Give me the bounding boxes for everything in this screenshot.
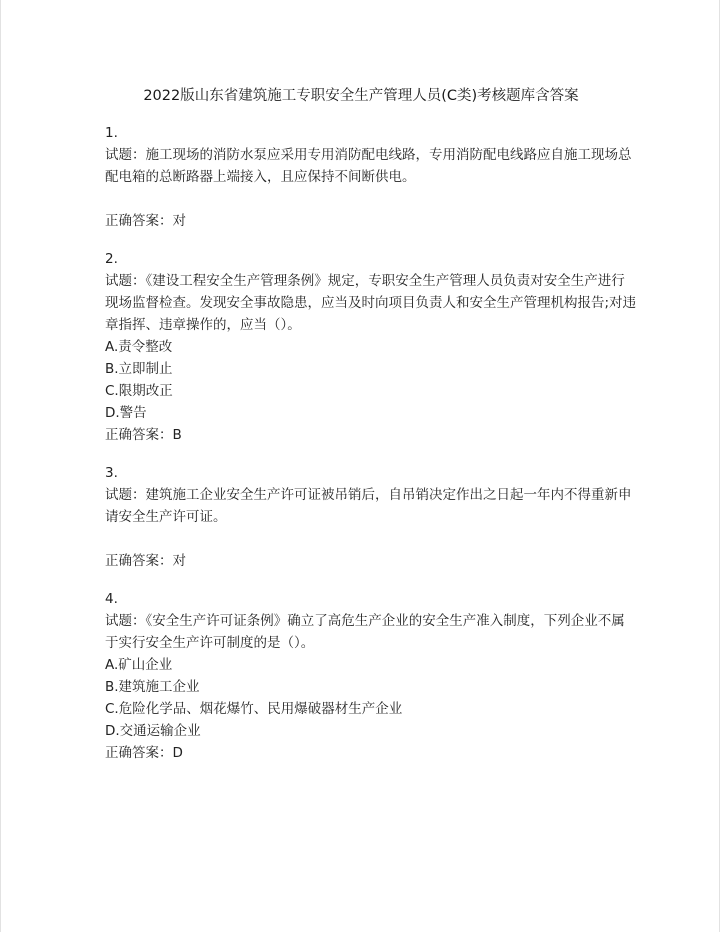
option-a: A.责令整改 [105,339,173,355]
question-text-line: 试题：《安全生产许可证条例》确立了高危生产企业的安全生产准入制度，下列企业不属 [105,613,625,629]
correct-answer: 正确答案：D [105,745,183,761]
question-4 [105,588,625,764]
option-b: B.建筑施工企业 [105,679,200,695]
correct-answer: 正确答案：B [105,427,182,443]
spacer [105,528,625,550]
question-text-line: 试题：《建设工程安全生产管理条例》规定，专职安全生产管理人员负责对安全生产进行 [105,273,625,289]
question-number: 1. [105,125,118,141]
question-list [105,122,637,780]
question-text-line: 试题：建筑施工企业安全生产许可证被吊销后，自吊销决定作出之日起一年内不得重新申 [105,487,632,503]
question-number: 2. [105,251,118,267]
correct-answer: 正确答案：对 [105,553,186,569]
question-text-line: 配电箱的总断路器上端接入，且应保持不间断供电。 [105,169,416,185]
option-d: D.交通运输企业 [105,723,201,739]
option-d: D.警告 [105,405,147,421]
question-text-line: 章指挥、违章操作的，应当（）。 [105,317,301,333]
question-text-line: 请安全生产许可证。 [105,509,227,525]
question-2 [105,248,637,446]
question-1 [105,122,632,232]
spacer [105,188,625,210]
question-number: 4. [105,591,118,607]
question-text-line: 现场监督检查。发现安全事故隐患，应当及时向项目负责人和安全生产管理机构报告;对违 [105,295,637,311]
option-c: C.危险化学品、烟花爆竹、民用爆破器材生产企业 [105,701,403,717]
option-c: C.限期改正 [105,383,173,399]
document-title: 2022版山东省建筑施工专职安全生产管理人员(C类)考核题库含答案 [143,88,579,104]
question-number: 3. [105,465,118,481]
correct-answer: 正确答案：对 [105,213,186,229]
option-a: A.矿山企业 [105,657,173,673]
option-b: B.立即制止 [105,361,173,377]
question-text-line: 于实行安全生产许可制度的是（）。 [105,635,315,651]
question-text-line: 试题：施工现场的消防水泵应采用专用消防配电线路，专用消防配电线路应自施工现场总 [105,147,632,163]
question-3 [105,462,632,572]
